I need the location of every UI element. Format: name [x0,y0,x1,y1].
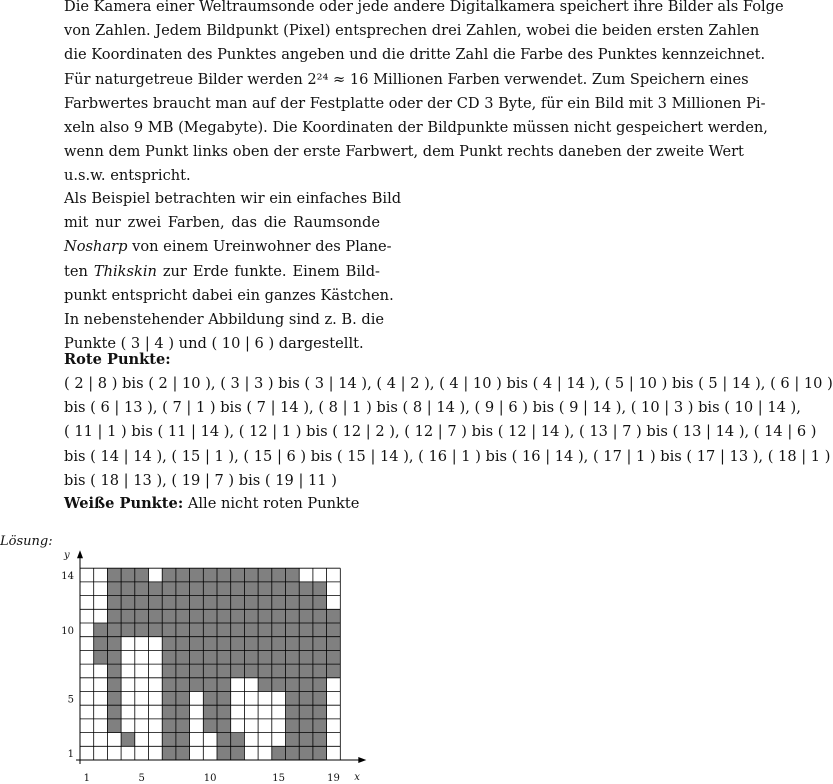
filled-pixel [272,568,286,582]
filled-pixel [176,692,190,706]
filled-pixel [217,692,231,706]
red-points-line: bis ( 14 | 14 ), ( 15 | 1 ), ( 15 | 6 ) bis ( 15 | 14 ), ( 16 | 1 ) bis ( 16 | 14 ), ( 17 | 1 ) bis ( 17 | 13 ), ( 18 | 1 ) [64,447,831,465]
filled-pixel [176,664,190,678]
filled-pixel [299,623,313,637]
filled-pixel [135,609,149,623]
filled-pixel [272,678,286,692]
filled-pixel [94,623,108,637]
filled-pixel [107,692,121,706]
filled-pixel [162,650,176,664]
filled-pixel [190,596,204,610]
filled-pixel [327,637,341,651]
filled-pixel [203,650,217,664]
filled-pixel [286,582,300,596]
filled-pixel [258,664,272,678]
filled-pixel [244,582,258,596]
filled-pixel [272,746,286,760]
pixel-grid-figure [0,530,733,784]
filled-pixel [299,705,313,719]
filled-pixel [203,664,217,678]
filled-pixel [244,623,258,637]
filled-pixel [203,623,217,637]
filled-pixel [176,733,190,747]
filled-pixel [162,692,176,706]
filled-pixel [286,650,300,664]
intro-line: wenn dem Punkt links oben der erste Farbwert, dem Punkt rechts daneben der zweite Wert [64,143,744,161]
red-points-line: ( 11 | 1 ) bis ( 11 | 14 ), ( 12 | 1 ) bis ( 12 | 2 ), ( 12 | 7 ) bis ( 12 | 14 ), ( 13 | 7 ) bis ( 13 | 14 ), ( 14 | 6 ) [64,423,817,441]
filled-pixel [286,623,300,637]
filled-pixel [286,705,300,719]
filled-pixel [149,609,163,623]
x-tick-label: 19 [327,773,340,784]
y-tick-label: 10 [61,625,74,637]
filled-pixel [149,582,163,596]
filled-pixel [121,596,135,610]
filled-pixel [217,609,231,623]
filled-pixel [231,650,245,664]
intro-line: u.s.w. entspricht. [64,167,191,185]
filled-pixel [313,678,327,692]
filled-pixel [258,637,272,651]
filled-pixel [94,637,108,651]
filled-pixel [217,623,231,637]
y-axis-label: y [64,550,70,562]
intro-line: Für naturgetreue Bilder werden 2²⁴ ≈ 16 Millionen Farben verwendet. Zum Speichern eines [64,70,749,88]
intro-line: die Koordinaten des Punktes angeben und die dritte Zahl die Farbe des Punktes kennzeichnet. [64,46,766,64]
filled-pixel [203,582,217,596]
filled-pixel [327,650,341,664]
filled-pixel [299,719,313,733]
filled-pixel [190,664,204,678]
y-tick-label: 14 [61,571,74,583]
filled-pixel [286,678,300,692]
filled-pixel [135,582,149,596]
filled-pixel [313,746,327,760]
filled-pixel [176,596,190,610]
filled-pixel [217,664,231,678]
filled-pixel [286,733,300,747]
filled-pixel [286,746,300,760]
filled-pixel [231,623,245,637]
filled-pixel [231,609,245,623]
filled-pixel [299,582,313,596]
filled-pixel [299,678,313,692]
filled-pixel [313,609,327,623]
filled-pixel [313,650,327,664]
filled-pixel [203,568,217,582]
filled-pixel [190,650,204,664]
filled-pixel [327,623,341,637]
filled-pixel [162,637,176,651]
filled-pixel [231,568,245,582]
filled-pixel [313,692,327,706]
filled-pixel [149,623,163,637]
filled-pixel [272,596,286,610]
filled-pixel [231,746,245,760]
filled-pixel [217,705,231,719]
filled-pixel [190,568,204,582]
filled-pixel [272,637,286,651]
white-points-heading: Weiße Punkte: [64,495,184,512]
filled-pixel [190,582,204,596]
filled-pixel [258,582,272,596]
filled-pixel [121,733,135,747]
filled-pixel [313,637,327,651]
planet-name: Nosharp [64,238,128,256]
filled-pixel [258,609,272,623]
filled-pixel [176,650,190,664]
filled-pixel [107,596,121,610]
filled-pixel [217,678,231,692]
filled-pixel [176,678,190,692]
filled-pixel [244,650,258,664]
intro-paragraph [64,0,784,189]
example-paragraph [64,187,402,356]
filled-pixel [272,582,286,596]
planet-name: Thikskin [93,262,157,280]
white-points-text: Alle nicht roten Punkte [187,495,360,512]
intro-line: xeln also 9 MB (Megabyte). Die Koordinaten der Bildpunkte müssen nicht gespeichert werden, [64,119,768,137]
filled-pixel [176,582,190,596]
filled-pixel [313,664,327,678]
filled-pixel [272,623,286,637]
filled-pixel [286,568,300,582]
filled-pixel [231,596,245,610]
white-points-line [64,492,733,516]
filled-pixel [135,623,149,637]
filled-pixel [299,733,313,747]
intro-line: von Zahlen. Jedem Bildpunkt (Pixel) entsprechen drei Zahlen, wobei die beiden ersten Zahlen [64,22,760,40]
example-line: Als Beispiel betrachten wir ein einfaches Bild [64,190,402,207]
filled-pixel [286,719,300,733]
filled-pixel [121,582,135,596]
filled-pixel [162,664,176,678]
filled-pixel [203,692,217,706]
example-line: ten Thikskin zur Erde funkte. Einem Bild- [64,262,380,280]
filled-pixel [203,719,217,733]
filled-pixel [176,637,190,651]
filled-pixel [107,568,121,582]
filled-pixel [258,568,272,582]
x-tick-label: 15 [272,773,286,784]
filled-pixel [313,733,327,747]
filled-pixel [203,637,217,651]
filled-pixel [162,623,176,637]
filled-pixel [162,719,176,733]
filled-pixel [217,637,231,651]
filled-pixel [258,678,272,692]
filled-pixel [258,650,272,664]
filled-pixel [313,623,327,637]
example-line: Nosharp von einem Ureinwohner des Plane- [64,238,392,256]
filled-pixel [299,692,313,706]
filled-pixel [135,596,149,610]
filled-pixel [203,596,217,610]
filled-pixel [217,596,231,610]
filled-pixel [107,678,121,692]
filled-pixel [313,719,327,733]
filled-pixel [162,609,176,623]
filled-pixel [107,637,121,651]
filled-pixel [121,609,135,623]
filled-pixel [107,623,121,637]
filled-pixel [244,568,258,582]
filled-pixel [272,650,286,664]
y-tick-label: 5 [67,694,74,706]
filled-pixel [121,623,135,637]
filled-pixel [149,596,163,610]
filled-pixel [190,609,204,623]
red-points-line: bis ( 18 | 13 ), ( 19 | 7 ) bis ( 19 | 11 ) [64,471,337,489]
x-axis-label: x [354,772,360,783]
filled-pixel [231,664,245,678]
filled-pixel [244,609,258,623]
filled-pixel [176,719,190,733]
filled-pixel [299,637,313,651]
red-points-line: bis ( 6 | 13 ), ( 7 | 1 ) bis ( 7 | 14 ), ( 8 | 1 ) bis ( 8 | 14 ), ( 9 | 6 ) bis ( 9 | 14 ), ( 10 | 3 ) bis ( 10 | 14 ), [64,399,801,417]
filled-pixel [217,568,231,582]
filled-pixel [286,596,300,610]
filled-pixel [203,609,217,623]
filled-pixel [176,705,190,719]
red-points-list [64,372,833,493]
filled-pixel [313,705,327,719]
filled-pixel [217,733,231,747]
filled-pixel [107,609,121,623]
filled-pixel [176,746,190,760]
filled-pixel [299,746,313,760]
filled-pixel [190,637,204,651]
filled-pixel [176,609,190,623]
red-points-line: ( 2 | 8 ) bis ( 2 | 10 ), ( 3 | 3 ) bis ( 3 | 14 ), ( 4 | 2 ), ( 4 | 10 ) bis ( 4 | 14 ), ( 5 | 10 ) bis ( 5 | 14 ), ( 6 | 10 ) [64,375,833,392]
x-tick-label: 1 [83,773,91,784]
red-points-heading: Rote Punkte: [64,351,171,368]
filled-pixel [121,568,135,582]
filled-pixel [162,705,176,719]
intro-line: Farbwertes braucht man auf der Festplatte oder der CD 3 Byte, für ein Bild mit 3 Millionen Pi- [64,94,766,112]
filled-pixel [162,568,176,582]
example-line: Punkte ( 3 | 4 ) und ( 10 | 6 ) dargestellt. [64,335,364,353]
filled-pixel [162,733,176,747]
filled-pixel [162,678,176,692]
filled-pixel [272,664,286,678]
filled-pixel [107,664,121,678]
filled-pixel [299,650,313,664]
filled-pixel [313,582,327,596]
filled-pixel [107,582,121,596]
filled-pixel [299,609,313,623]
filled-pixel [231,637,245,651]
filled-pixel [244,596,258,610]
filled-pixel [272,609,286,623]
filled-pixel [258,623,272,637]
filled-pixel [244,664,258,678]
x-tick-label: 10 [203,773,217,784]
filled-pixel [286,637,300,651]
filled-pixel [162,746,176,760]
filled-pixel [231,733,245,747]
filled-pixel [190,623,204,637]
filled-pixel [162,582,176,596]
x-axis-arrow-icon [358,757,366,763]
filled-pixel [107,719,121,733]
x-tick-label: 5 [138,773,145,784]
filled-pixel [313,596,327,610]
filled-pixel [217,582,231,596]
filled-pixel [135,568,149,582]
filled-pixel [162,596,176,610]
y-axis-arrow-icon [77,550,83,558]
y-tick-label: 1 [67,749,74,761]
filled-pixel [217,719,231,733]
example-line: In nebenstehender Abbildung sind z. B. die [64,311,385,329]
filled-pixel [244,637,258,651]
filled-pixel [327,664,341,678]
filled-pixel [231,582,245,596]
filled-pixel [217,746,231,760]
filled-pixel [190,678,204,692]
filled-pixel [94,650,108,664]
filled-pixel [299,664,313,678]
filled-pixel [203,705,217,719]
solution-label: Lösung: [0,534,53,549]
filled-pixel [203,678,217,692]
intro-line: Die Kamera einer Weltraumsonde oder jede andere Digitalkamera speichert ihre Bilder als Folge [64,0,784,15]
example-line: punkt entspricht dabei ein ganzes Kästchen. [64,286,394,304]
filled-pixel [286,609,300,623]
filled-pixel [107,650,121,664]
filled-pixel [107,705,121,719]
filled-pixel [217,650,231,664]
example-line: mit nur zwei Farben, das die Raumsonde [64,214,380,232]
filled-pixel [176,623,190,637]
filled-pixel [327,609,341,623]
filled-pixel [286,692,300,706]
filled-pixel [176,568,190,582]
filled-pixel [258,596,272,610]
filled-pixel [299,596,313,610]
filled-pixel [286,664,300,678]
